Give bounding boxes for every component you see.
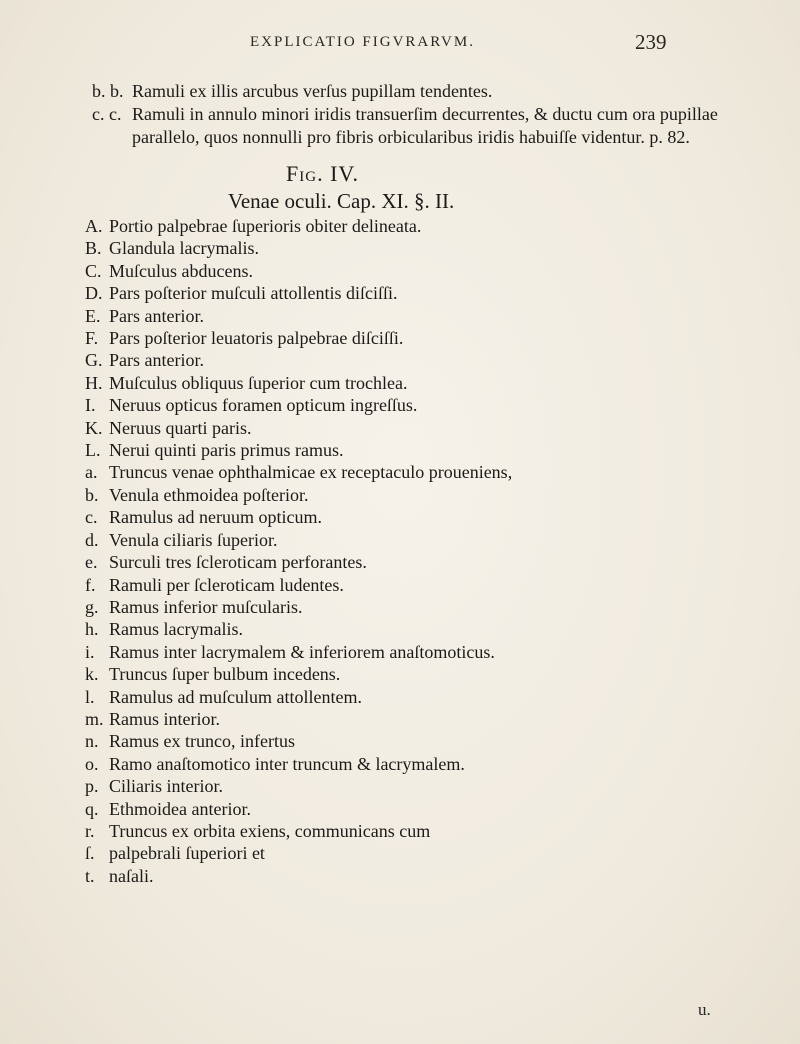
- legend-item: [85, 417, 725, 439]
- legend-key: D.: [85, 283, 103, 304]
- legend-item: [85, 596, 725, 618]
- legend-item: [85, 686, 725, 708]
- legend-key: b.: [85, 484, 99, 505]
- legend-item: [85, 260, 725, 282]
- intro-entries: [92, 80, 732, 149]
- legend-key: h.: [85, 619, 99, 640]
- legend-text: Ramo anaſtomotico inter truncum & lacrymalem.: [109, 753, 465, 774]
- legend-text: Pars anterior.: [109, 350, 204, 371]
- intro-entry-key: c. c.: [92, 104, 122, 124]
- legend-item: [85, 663, 725, 685]
- legend-text: palpebrali ſuperiori et: [109, 843, 265, 864]
- legend-text: Muſculus obliquus ſuperior cum trochlea.: [109, 372, 408, 393]
- legend-text: Venula ethmoidea poſterior.: [109, 484, 309, 505]
- legend-item: [85, 730, 725, 752]
- legend-text: Truncus ſuper bulbum incedens.: [109, 664, 341, 685]
- legend-text: Glandula lacrymalis.: [109, 238, 259, 259]
- legend-item: [85, 506, 725, 528]
- legend-text: Pars poſterior muſculi attollentis diſciſſi.: [109, 283, 398, 304]
- legend-key: E.: [85, 305, 101, 326]
- legend-key: d.: [85, 529, 99, 550]
- legend-text: Ramuli per ſcleroticam ludentes.: [109, 574, 344, 595]
- legend-key: e.: [85, 552, 98, 573]
- legend-key: r.: [85, 820, 95, 841]
- legend-item: [85, 461, 725, 483]
- legend-key: F.: [85, 328, 99, 349]
- legend-text: Ciliaris interior.: [109, 776, 223, 797]
- figure-legend: [85, 215, 725, 887]
- legend-key: g.: [85, 596, 99, 617]
- legend-item: [85, 775, 725, 797]
- legend-item: [85, 842, 725, 864]
- legend-text: Ramus inter lacrymalem & inferiorem anaſtomoticus.: [109, 641, 495, 662]
- legend-key: a.: [85, 462, 98, 483]
- running-head: EXPLICATIO FIGVRARVM.: [250, 34, 475, 50]
- legend-text: Ramus interior.: [109, 708, 220, 729]
- legend-key: L.: [85, 440, 101, 461]
- legend-text: Portio palpebrae ſuperioris obiter delineata.: [109, 216, 422, 236]
- legend-text: Ramus inferior muſcularis.: [109, 596, 303, 617]
- intro-entry-text: Ramuli in annulo minori iridis transuerſim decurrentes, & ductu cum ora pupillae parallelo, quos nonnulli pro fibris orbicularibus iridis habuiſſe videntur. p. 82.: [132, 104, 718, 147]
- legend-key: p.: [85, 776, 99, 797]
- legend-text: Pars poſterior leuatoris palpebrae diſciſſi.: [109, 328, 404, 349]
- legend-item: [85, 349, 725, 371]
- legend-key: f.: [85, 574, 96, 595]
- figure-title: Fig. IV.: [286, 161, 359, 186]
- legend-text: Nerui quinti paris primus ramus.: [109, 440, 344, 461]
- legend-key: G.: [85, 350, 103, 371]
- legend-text: Ethmoidea anterior.: [109, 798, 251, 819]
- legend-key: H.: [85, 372, 103, 393]
- legend-key: I.: [85, 395, 96, 416]
- legend-text: Ramus lacrymalis.: [109, 619, 243, 640]
- legend-item: [85, 820, 725, 842]
- legend-key: A.: [85, 216, 103, 236]
- legend-item: [85, 439, 725, 461]
- intro-entry: [92, 103, 732, 149]
- legend-item: [85, 708, 725, 730]
- catchword: u.: [698, 1000, 711, 1019]
- legend-key: k.: [85, 664, 99, 685]
- legend-key: n.: [85, 731, 99, 752]
- legend-item: [85, 372, 725, 394]
- legend-text: Ramulus ad neruum opticum.: [109, 507, 322, 528]
- intro-entry-key: b. b.: [92, 81, 124, 101]
- legend-item: [85, 551, 725, 573]
- intro-entry: [92, 80, 732, 103]
- legend-item: [85, 529, 725, 551]
- legend-key: c.: [85, 507, 98, 528]
- legend-key: B.: [85, 238, 102, 259]
- legend-item: [85, 618, 725, 640]
- legend-key: C.: [85, 260, 102, 281]
- intro-entry-text: Ramuli ex illis arcubus verſus pupillam tendentes.: [132, 81, 493, 101]
- legend-key: t.: [85, 865, 95, 886]
- legend-item: [85, 798, 725, 820]
- figure-subtitle: Venae oculi. Cap. XI. §. II.: [228, 189, 455, 213]
- legend-item: [85, 215, 725, 237]
- legend-item: [85, 305, 725, 327]
- legend-text: Muſculus abducens.: [109, 260, 253, 281]
- legend-item: [85, 282, 725, 304]
- legend-key: m.: [85, 708, 104, 729]
- legend-text: Ramulus ad muſculum attollentem.: [109, 686, 362, 707]
- legend-item: [85, 865, 725, 887]
- page-number: 239: [635, 30, 667, 54]
- legend-key: ſ.: [85, 843, 95, 864]
- legend-text: Surculi tres ſcleroticam perforantes.: [109, 552, 367, 573]
- legend-item: [85, 394, 725, 416]
- legend-key: l.: [85, 686, 95, 707]
- legend-item: [85, 484, 725, 506]
- legend-item: [85, 753, 725, 775]
- legend-text: Pars anterior.: [109, 305, 204, 326]
- legend-key: q.: [85, 798, 99, 819]
- legend-text: Neruus quarti paris.: [109, 417, 252, 438]
- legend-text: Truncus ex orbita exiens, communicans cum: [109, 820, 431, 841]
- legend-text: Truncus venae ophthalmicae ex receptaculo proueniens,: [109, 462, 513, 483]
- legend-key: K.: [85, 417, 103, 438]
- legend-key: i.: [85, 641, 95, 662]
- legend-item: [85, 327, 725, 349]
- legend-item: [85, 237, 725, 259]
- legend-key: o.: [85, 753, 99, 774]
- legend-text: Ramus ex trunco, infertus: [109, 731, 295, 752]
- legend-text: Venula ciliaris ſuperior.: [109, 529, 278, 550]
- legend-item: [85, 574, 725, 596]
- legend-item: [85, 641, 725, 663]
- legend-text: Neruus opticus foramen opticum ingreſſus.: [109, 395, 418, 416]
- legend-text: naſali.: [109, 865, 154, 886]
